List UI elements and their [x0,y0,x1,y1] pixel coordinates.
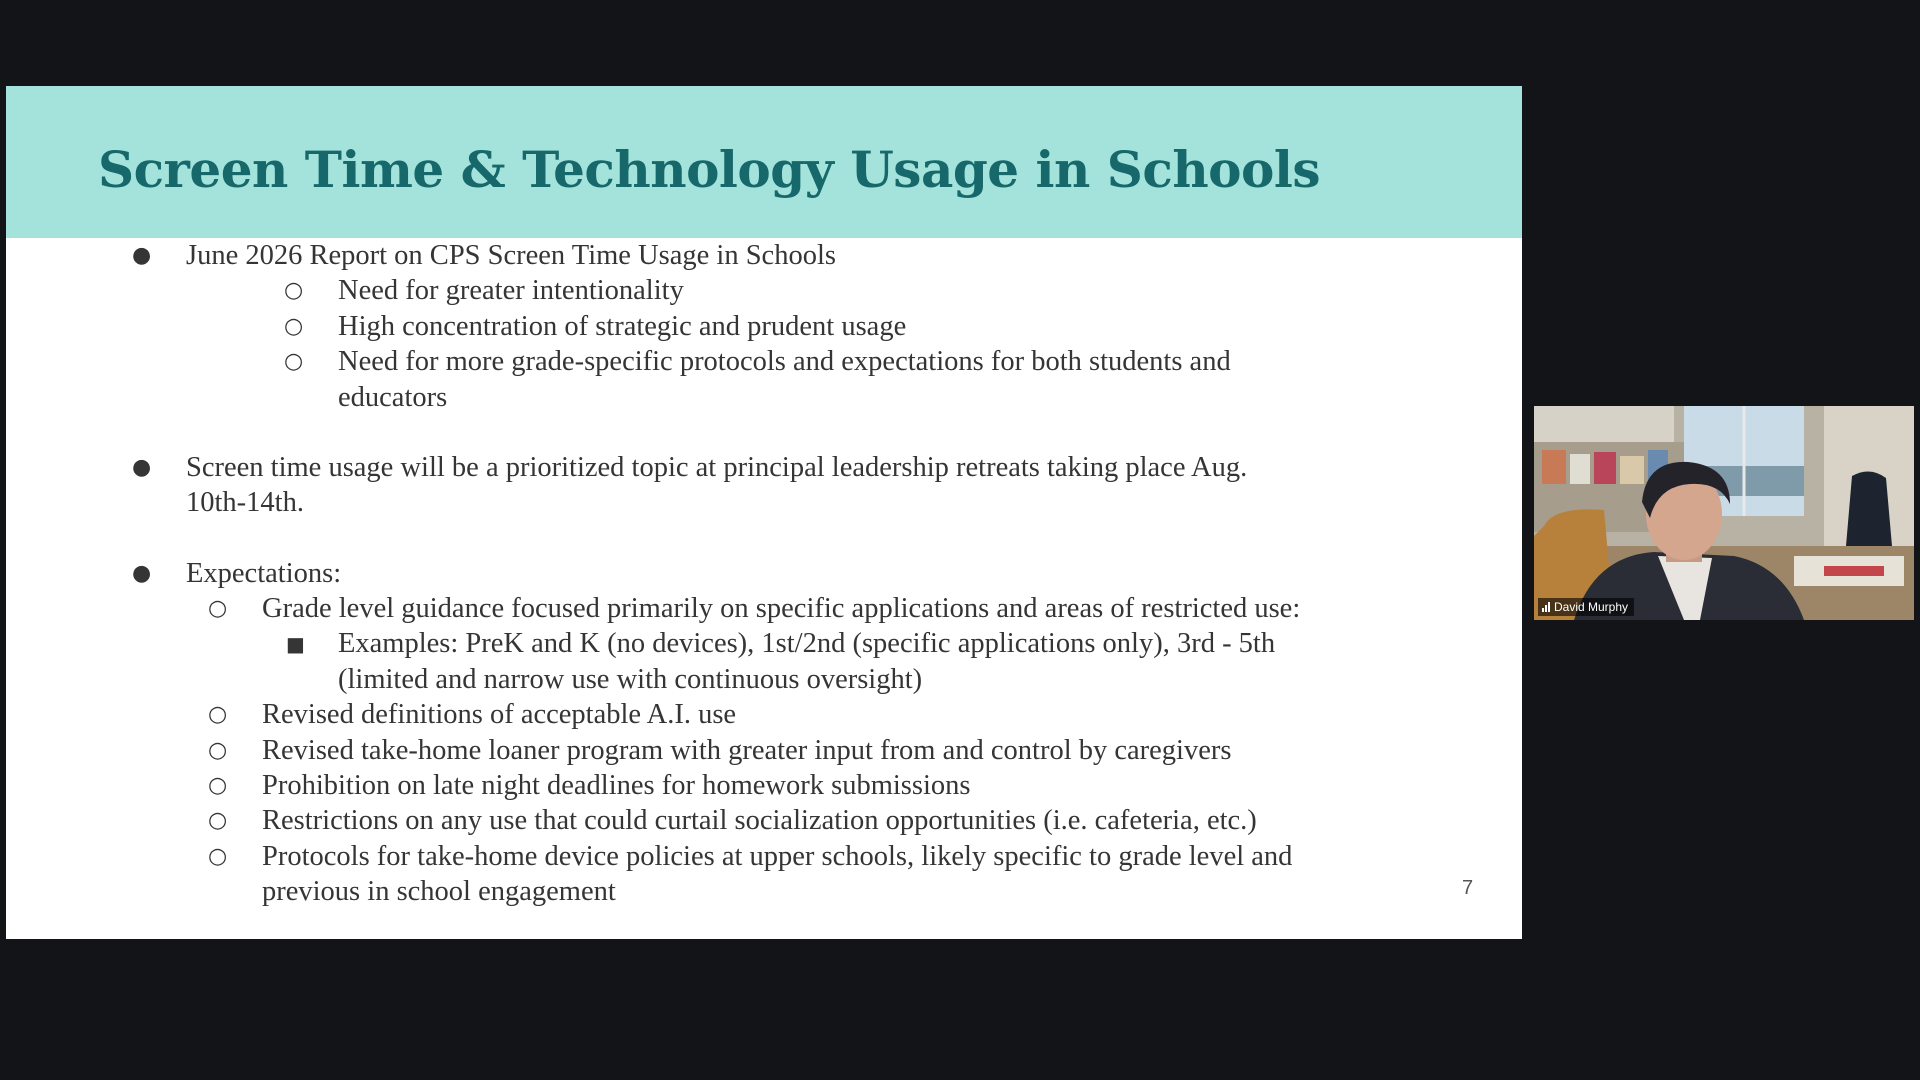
bullet-circle-icon: ○ [284,349,304,374]
bullet-text: June 2026 Report on CPS Screen Time Usage in Schools [186,240,836,271]
bullet-circle-icon: ○ [284,278,304,303]
signal-bars-icon [1542,602,1550,612]
participant-video-tile[interactable] [1534,406,1914,620]
bullet-text: High concentration of strategic and prudent usage [338,311,907,342]
bullet-text: Screen time usage will be a prioritized topic at principal leadership retreats taking place Aug. [186,452,1248,483]
bullet-dot-icon: ● [132,243,152,268]
slide-title: Screen Time & Technology Usage in Schools [98,140,1321,199]
bullet-text: Restrictions on any use that could curtail socialization opportunities (i.e. cafeteria, etc.) [262,805,1257,836]
bullet-text: Need for greater intentionality [338,275,684,306]
bullet-text-continued: 10th-14th. [186,487,304,518]
bullet-circle-icon: ○ [208,844,228,869]
bullet-text: Examples: PreK and K (no devices), 1st/2nd (specific applications only), 3rd - 5th [338,628,1276,659]
participant-name-tag [1538,598,1634,616]
bullet-text: Revised definitions of acceptable A.I. use [262,699,737,730]
participant-name: David Murphy [1554,600,1629,614]
bullet-text: Protocols for take-home device policies at upper schools, likely specific to grade level and [262,841,1293,872]
bullet-circle-icon: ○ [208,738,228,763]
bullet-text: Expectations: [186,558,342,589]
bullet-circle-icon: ○ [208,773,228,798]
bullet-text: Need for more grade-specific protocols and expectations for both students and [338,346,1231,377]
bullet-circle-icon: ○ [284,314,304,339]
bullet-square-icon: ■ [286,632,305,656]
bullet-circle-icon: ○ [208,808,228,833]
bullet-circle-icon: ○ [208,702,228,727]
slide-page-number: 7 [1462,877,1474,899]
bullet-circle-icon: ○ [208,596,228,621]
bullet-dot-icon: ● [132,455,152,480]
bullet-text-continued: educators [338,382,448,413]
slide-header-band [6,86,1522,238]
bullet-text: Grade level guidance focused primarily on specific applications and areas of restricted use: [262,593,1301,624]
bullet-text-continued: (limited and narrow use with continuous oversight) [338,664,923,695]
bullet-text: Prohibition on late night deadlines for homework submissions [262,770,971,801]
participant-video-feed [1534,406,1914,620]
presentation-slide [6,86,1522,939]
bullet-text-continued: previous in school engagement [262,876,616,907]
bullet-text: Revised take-home loaner program with greater input from and control by caregivers [262,735,1232,766]
bullet-dot-icon: ● [132,561,152,586]
